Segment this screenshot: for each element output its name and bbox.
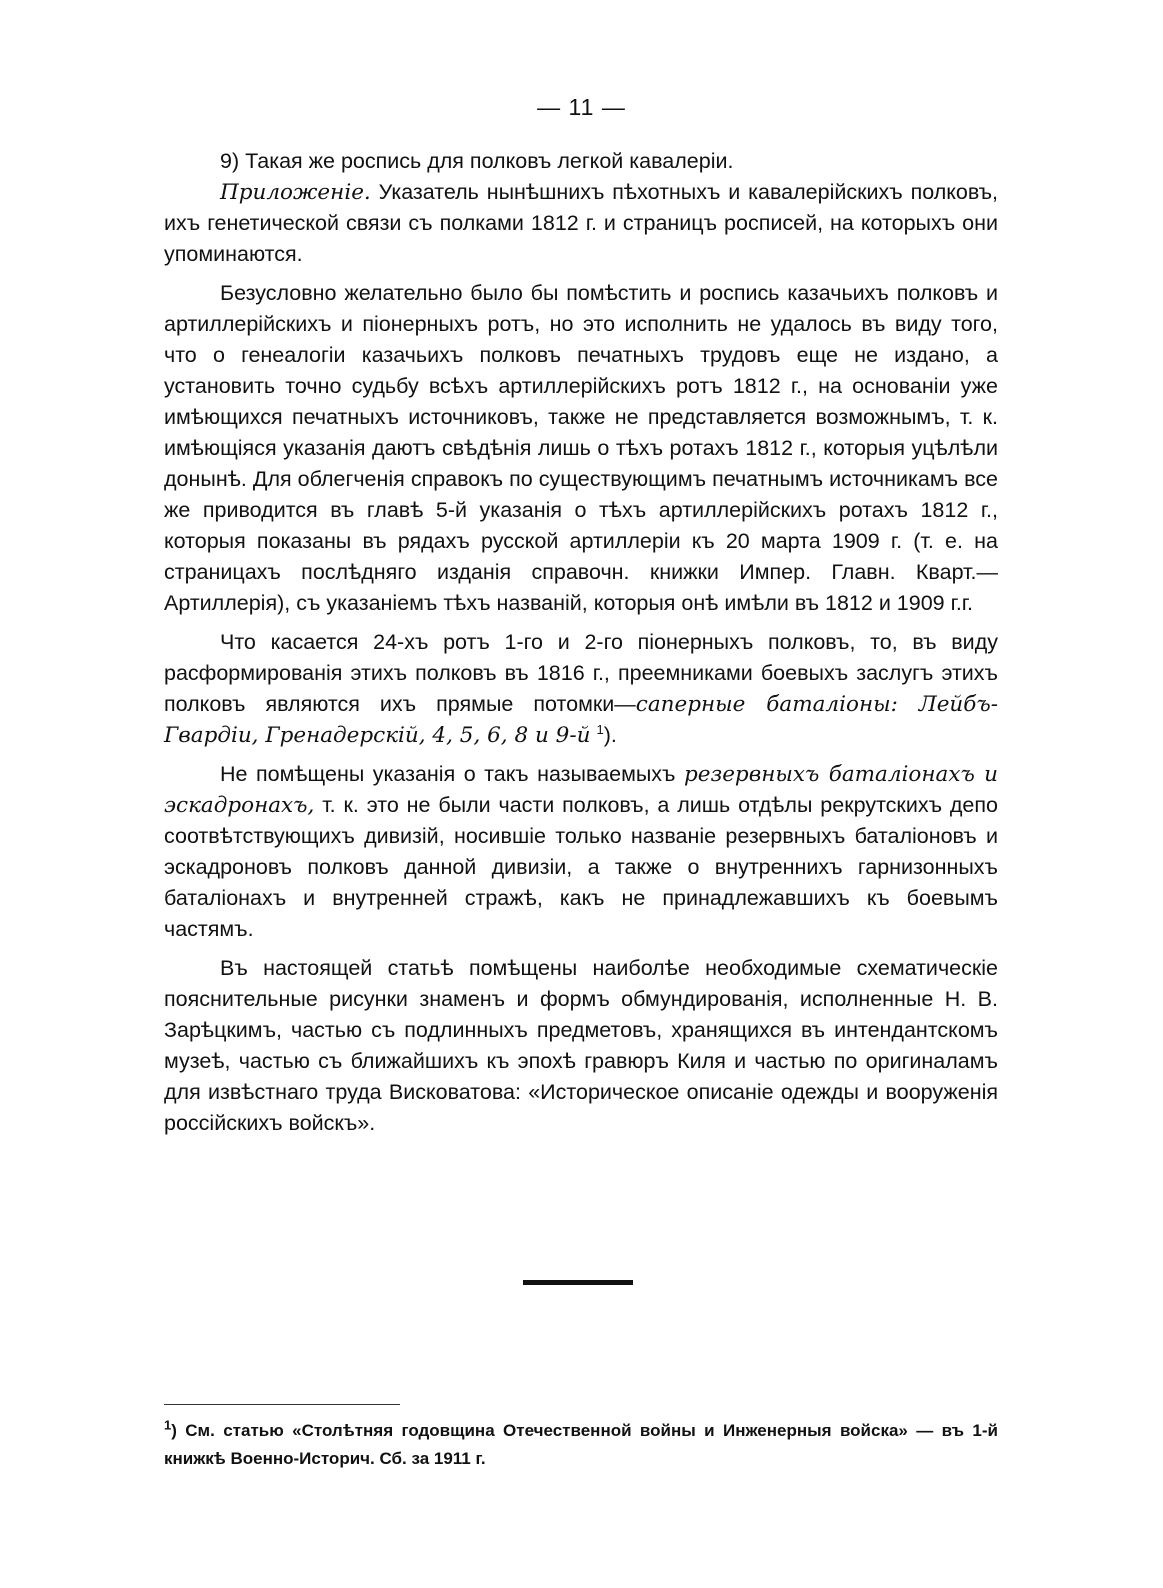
footnote: [164, 1417, 998, 1473]
paragraph-text: 9) Такая же роспись для полковъ легкой кавалеріи.: [220, 149, 734, 173]
footnote-mark: 1: [164, 1417, 172, 1433]
main-text: [164, 146, 998, 1139]
paragraph-text: Въ настоящей статьѣ помѣщены наиболѣе необходимые схематическіе пояснительные рисунки знаменъ и формъ обмундированія, исполненные Н. В. Зарѣцкимъ, частью съ подлинныхъ предметовъ, хранящихся въ интендантскомъ музеѣ, частью съ ближайшихъ къ эпохѣ гравюръ Киля и частью по оригиналамъ для извѣстнаго труда Висковатова: «Историческое описаніе одежды и вооруженія россійскихъ войскъ».: [164, 956, 998, 1135]
paragraph-list-item-9: [164, 146, 998, 177]
page-number: — 11 —: [537, 94, 626, 120]
paragraph-illustrations: [164, 953, 998, 1139]
paragraph-reserve-battalions: [164, 759, 998, 945]
paragraph-text: т. к. это не были части полковъ, а лишь отдѣлы рекрутскихъ депо соотвѣтствующихъ дивизій, носившіе только названіе резервныхъ баталіоновъ и эскадроновъ полковъ данной дивизіи, а также о внутреннихъ гарнизонныхъ баталіонахъ и внутренней стражѣ, какъ не принадлежавшихъ къ боевымъ частямъ.: [164, 793, 998, 941]
footnote-text: ) См. статью «Столѣтняя годовщина Отечественной войны и Инженерныя войска» — въ 1-й книжкѣ Военно-Историч. Сб. за 1911 г.: [164, 1421, 998, 1468]
paragraph-text-end: ).: [603, 723, 617, 747]
section-end-rule: [523, 1280, 633, 1285]
sapper-battalions-italic: саперные баталіоны: Лейбъ-Гвардіи, Гренадерскій, 4, 5, 6, 8 и 9-й: [164, 692, 998, 748]
reserve-battalions-italic: резервныхъ баталіонахъ и эскадронахъ,: [164, 762, 998, 818]
paragraph-appendix: [164, 177, 998, 270]
paragraph-text: Что касается 24-хъ ротъ 1-го и 2-го піонерныхъ полковъ, то, въ виду расформированія этихъ полковъ въ 1816 г., преемниками боевыхъ заслугъ этихъ полковъ являются ихъ прямые потомки—: [164, 630, 998, 716]
paragraph-text: Безусловно желательно было бы помѣстить и роспись казачьихъ полковъ и артиллерійскихъ и піонерныхъ ротъ, но это исполнить не удалось въ виду того, что о генеалогіи казачьихъ полковъ печатныхъ трудовъ еще не издано, а установить точно судьбу всѣхъ артиллерійскихъ ротъ 1812 г., на основаніи уже имѣющихся печатныхъ источниковъ, также не представляется возможнымъ, т. к. имѣющіяся указанія даютъ свѣдѣнія лишь о тѣхъ ротахъ 1812 г., которыя уцѣлѣли донынѣ. Для облегченія справокъ по существующимъ печатнымъ источникамъ все же приводится въ главѣ 5-й указанія о тѣхъ артиллерійскихъ ротахъ 1812 г., которыя показаны въ рядахъ русской артиллеріи къ 20 марта 1909 г. (т. е. на страницахъ послѣдняго изданія справочн. книжки Импер. Главн. Кварт.—Артиллерія), съ указаніемъ тѣхъ названій, которыя онѣ имѣли въ 1812 и 1909 г.г.: [164, 281, 998, 615]
footnote-divider: [164, 1404, 400, 1405]
paragraph-pioneer-companies: [164, 627, 998, 751]
footnote-reference: 1: [596, 721, 604, 737]
paragraph-text: Указатель нынѣшнихъ пѣхотныхъ и кавалерійскихъ полковъ, ихъ генетической связи съ полками 1812 г. и страницъ росписей, на которыхъ они упоминаются.: [164, 180, 998, 266]
paragraph-cossack-artillery: [164, 278, 998, 619]
paragraph-text: Не помѣщены указанія о такъ называемыхъ: [220, 762, 684, 786]
appendix-label: Приложеніе.: [220, 180, 371, 205]
